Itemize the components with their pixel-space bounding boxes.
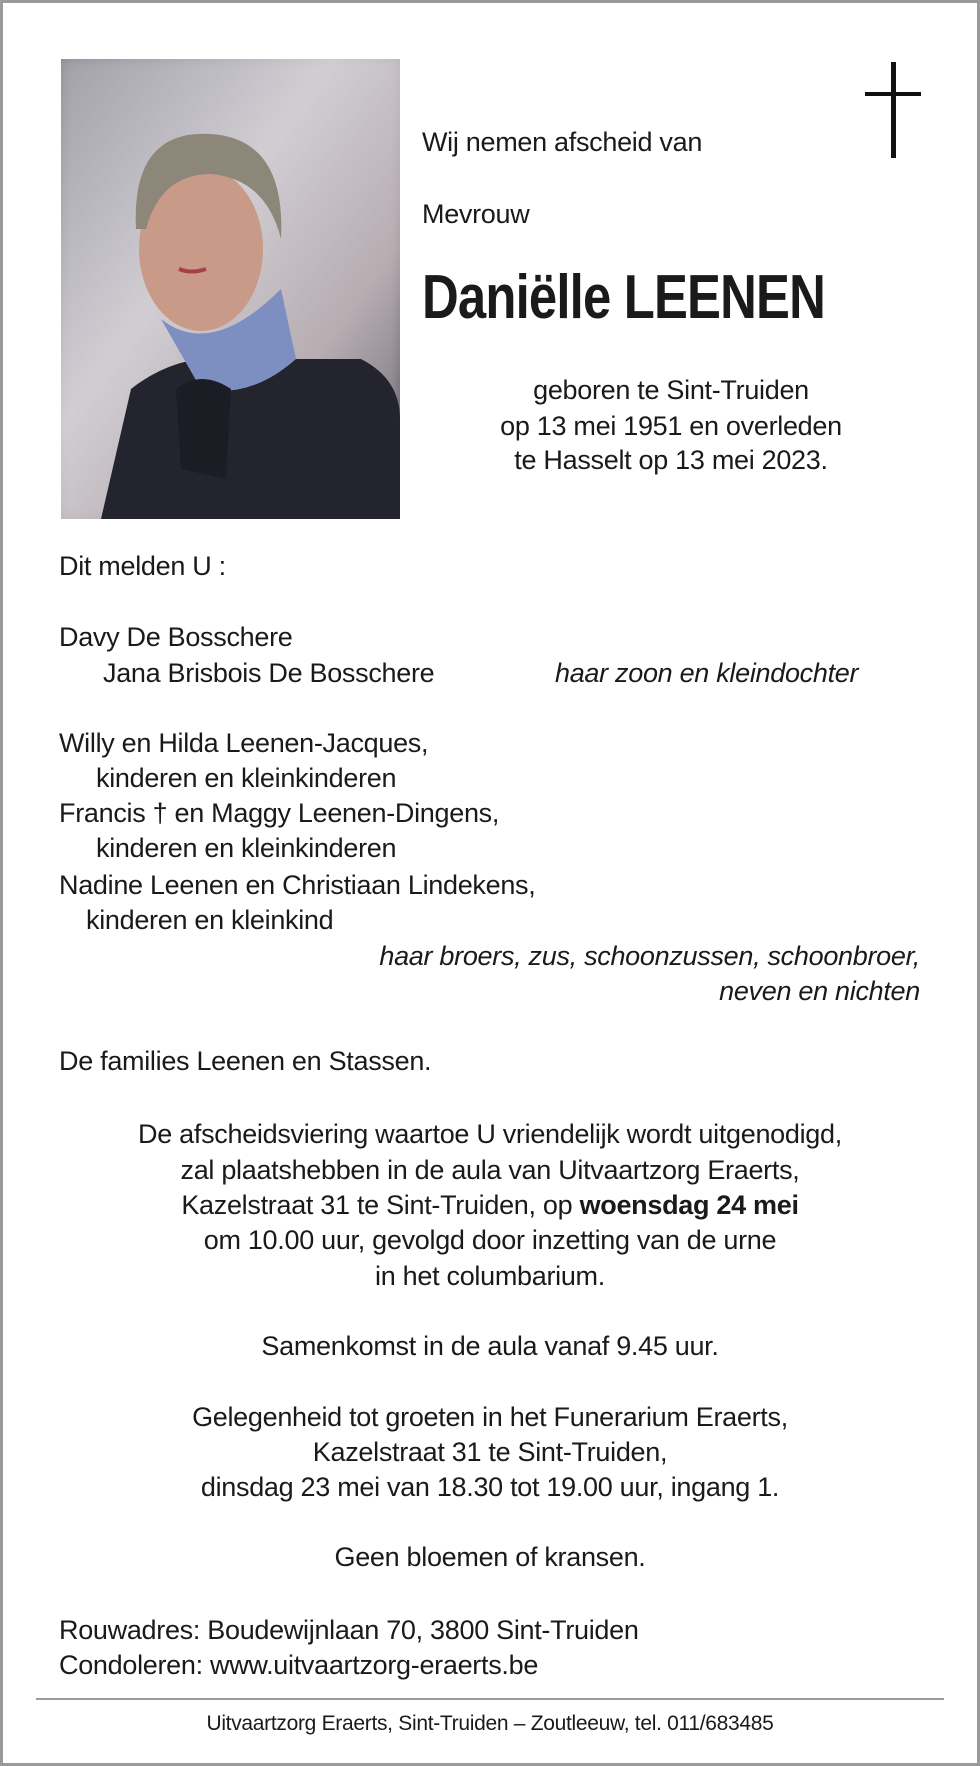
family-granddaughter: Jana Brisbois De Bosschere (103, 658, 435, 688)
family-sibling-2-kids: kinderen en kleinkinderen (96, 833, 397, 863)
announce-text: Dit melden U : (59, 551, 226, 581)
family-sibling-3-kids: kinderen en kleinkind (86, 905, 334, 935)
gathering-text: Samenkomst in de aula vanaf 9.45 uur. (261, 1331, 719, 1361)
family-sibling-3: Nadine Leenen en Christiaan Lindekens, (59, 870, 536, 900)
relation-siblings-1: haar broers, zus, schoonzussen, schoonbroer, (379, 941, 920, 971)
deceased-name: Daniëlle LEENEN (422, 263, 826, 332)
ceremony-line-2: zal plaatshebben in de aula van Uitvaartzorg Eraerts, (180, 1155, 800, 1185)
visitation-line-1: Gelegenheid tot groeten in het Funerarium Eraerts, (192, 1402, 788, 1432)
footer-text: Uitvaartzorg Eraerts, Sint-Truiden – Zoutleeuw, tel. 011/683485 (206, 1712, 774, 1735)
visitation-line-3: dinsdag 23 mei van 18.30 tot 19.00 uur, ingang 1. (200, 1472, 780, 1502)
visitation-line-2: Kazelstraat 31 te Sint-Truiden, (312, 1437, 668, 1467)
birth-line-2: op 13 mei 1951 en overleden (500, 411, 842, 441)
cross-icon (865, 62, 921, 158)
portrait-photo (61, 59, 400, 519)
relation-son: haar zoon en kleindochter (555, 658, 859, 688)
no-flowers-text: Geen bloemen of kransen. (334, 1542, 646, 1572)
family-sibling-1-kids: kinderen en kleinkinderen (96, 763, 397, 793)
ceremony-line-5: in het columbarium. (375, 1261, 605, 1291)
ceremony-line-3 (0, 1188, 980, 1222)
birth-line-1: geboren te Sint-Truiden (533, 375, 809, 405)
intro-text: Wij nemen afscheid van (422, 127, 703, 157)
family-son: Davy De Bosschere (59, 622, 293, 652)
condolences-text: Condoleren: www.uitvaartzorg-eraerts.be (59, 1650, 539, 1680)
birth-line-3: te Hasselt op 13 mei 2023. (514, 445, 828, 475)
ceremony-line-1: De afscheidsviering waartoe U vriendelijk wordt uitgenodigd, (138, 1119, 842, 1149)
families-text: De families Leenen en Stassen. (59, 1046, 432, 1076)
ceremony-date: woensdag 24 mei (579, 1190, 799, 1220)
address-text: Rouwadres: Boudewijnlaan 70, 3800 Sint-Truiden (59, 1615, 639, 1645)
ceremony-line-4: om 10.00 uur, gevolgd door inzetting van de urne (203, 1225, 777, 1255)
family-sibling-1: Willy en Hilda Leenen-Jacques, (59, 728, 429, 758)
relation-siblings-2: neven en nichten (719, 976, 920, 1006)
family-sibling-2: Francis † en Maggy Leenen-Dingens, (59, 798, 500, 828)
footer-divider (36, 1698, 944, 1700)
title-text: Mevrouw (422, 199, 530, 229)
ceremony-line-3-text: Kazelstraat 31 te Sint-Truiden, op (181, 1190, 580, 1220)
